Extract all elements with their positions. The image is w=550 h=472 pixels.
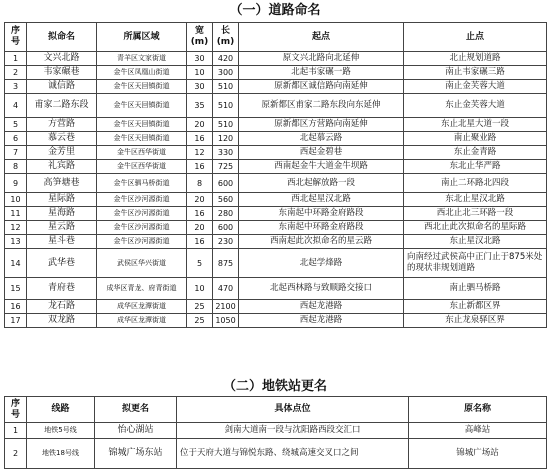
cell-width: 5 bbox=[187, 249, 213, 278]
cell-start: 东南起中环路金府路段 bbox=[239, 221, 404, 235]
table-row bbox=[5, 207, 547, 221]
cell-index: 17 bbox=[5, 314, 27, 328]
cell-length: 510 bbox=[213, 94, 239, 118]
cell-width: 12 bbox=[187, 146, 213, 160]
cell-end: 东止金芙蓉大道 bbox=[404, 94, 547, 118]
cell-index: 11 bbox=[5, 207, 27, 221]
cell-district: 金牛区驷马桥街道 bbox=[97, 174, 187, 193]
table-row bbox=[5, 314, 547, 328]
cell-district: 成华区青龙、府青街道 bbox=[97, 278, 187, 300]
cell-width: 16 bbox=[187, 160, 213, 174]
table-row bbox=[5, 300, 547, 314]
cell-index: 13 bbox=[5, 235, 27, 249]
cell-proposed-name: 双龙路 bbox=[27, 314, 97, 328]
cell-length: 300 bbox=[213, 66, 239, 80]
cell-width: 16 bbox=[187, 132, 213, 146]
table-row bbox=[5, 221, 547, 235]
cell-index: 10 bbox=[5, 193, 27, 207]
section1-title: （一）道路命名 bbox=[229, 3, 321, 18]
cell-start: 西起金碧巷 bbox=[239, 146, 404, 160]
cell-new-name: 锦城广场东站 bbox=[95, 439, 177, 469]
cell-end: 东北止华严路 bbox=[404, 160, 547, 174]
cell-proposed-name: 武华巷 bbox=[27, 249, 97, 278]
cell-width: 8 bbox=[187, 174, 213, 193]
metro-table-header bbox=[5, 397, 547, 423]
table-row bbox=[5, 132, 547, 146]
cell-proposed-name: 青府巷 bbox=[27, 278, 97, 300]
cell-index: 9 bbox=[5, 174, 27, 193]
cell-district: 成华区龙潭街道 bbox=[97, 314, 187, 328]
cell-start: 西南起此次拟命名的星云路 bbox=[239, 235, 404, 249]
cell-start: 原文兴北路向北延伸 bbox=[239, 52, 404, 66]
cell-district: 金牛区凤凰山街道 bbox=[97, 66, 187, 80]
cell-length: 510 bbox=[213, 118, 239, 132]
cell-index: 7 bbox=[5, 146, 27, 160]
cell-line: 地铁18号线 bbox=[27, 439, 95, 469]
cell-start: 原新都区诚信路向南延伸 bbox=[239, 80, 404, 94]
cell-proposed-name: 星云路 bbox=[27, 221, 97, 235]
cell-length: 470 bbox=[213, 278, 239, 300]
cell-width: 30 bbox=[187, 80, 213, 94]
cell-end: 东止星汉北路 bbox=[404, 235, 547, 249]
road-table-header bbox=[5, 23, 547, 52]
table-row bbox=[5, 160, 547, 174]
cell-end: 北止规划道路 bbox=[404, 52, 547, 66]
cell-index: 12 bbox=[5, 221, 27, 235]
cell-length: 510 bbox=[213, 80, 239, 94]
cell-start: 原新都区甫家二路东段向东延伸 bbox=[239, 94, 404, 118]
cell-end: 西北止此次拟命名的星际路 bbox=[404, 221, 547, 235]
cell-index: 2 bbox=[5, 439, 27, 469]
cell-district: 金牛区沙河源街道 bbox=[97, 193, 187, 207]
metro-renaming-table bbox=[4, 396, 547, 469]
cell-location: 剑南大道南一段与沈阳路西段交汇口 bbox=[177, 423, 409, 439]
cell-length: 2100 bbox=[213, 300, 239, 314]
cell-district: 金牛区沙河源街道 bbox=[97, 221, 187, 235]
cell-index: 15 bbox=[5, 278, 27, 300]
cell-end: 南止金芙蓉大道 bbox=[404, 80, 547, 94]
cell-proposed-name: 文兴北路 bbox=[27, 52, 97, 66]
cell-start: 西北起星汉北路 bbox=[239, 193, 404, 207]
cell-index: 3 bbox=[5, 80, 27, 94]
cell-start: 北起慕云路 bbox=[239, 132, 404, 146]
cell-end: 南止二环路北四段 bbox=[404, 174, 547, 193]
cell-proposed-name: 星际路 bbox=[27, 193, 97, 207]
cell-length: 330 bbox=[213, 146, 239, 160]
cell-width: 20 bbox=[187, 193, 213, 207]
cell-end: 东止金青路 bbox=[404, 146, 547, 160]
cell-end: 东北止星汉北路 bbox=[404, 193, 547, 207]
cell-proposed-name: 礼宾路 bbox=[27, 160, 97, 174]
cell-width: 30 bbox=[187, 52, 213, 66]
cell-length: 560 bbox=[213, 193, 239, 207]
cell-proposed-name: 方营路 bbox=[27, 118, 97, 132]
cell-start: 北起西林路与致顺路交接口 bbox=[239, 278, 404, 300]
cell-new-name: 怡心湖站 bbox=[95, 423, 177, 439]
cell-width: 20 bbox=[187, 221, 213, 235]
cell-width: 25 bbox=[187, 300, 213, 314]
cell-length: 280 bbox=[213, 207, 239, 221]
cell-district: 金牛区天回镇街道 bbox=[97, 132, 187, 146]
col-header-end: 止点 bbox=[404, 23, 547, 52]
cell-end: 向南经过武侯高中正门止于875米处的现状非规划道路 bbox=[404, 249, 547, 278]
cell-start: 西起龙港路 bbox=[239, 314, 404, 328]
cell-length: 600 bbox=[213, 221, 239, 235]
table-row bbox=[5, 118, 547, 132]
table-row bbox=[5, 249, 547, 278]
table-row bbox=[5, 66, 547, 80]
cell-width: 20 bbox=[187, 118, 213, 132]
col-header-length: 长(m) bbox=[213, 23, 239, 52]
cell-proposed-name: 金芳里 bbox=[27, 146, 97, 160]
cell-district: 金牛区天回镇街道 bbox=[97, 118, 187, 132]
cell-old-name: 锦城广场站 bbox=[409, 439, 547, 469]
cell-end: 东止新都区界 bbox=[404, 300, 547, 314]
cell-district: 金牛区天回镇街道 bbox=[97, 80, 187, 94]
col-header-index: 序号 bbox=[5, 23, 27, 52]
cell-start: 西北起解放路一段 bbox=[239, 174, 404, 193]
cell-proposed-name: 高笋塘巷 bbox=[27, 174, 97, 193]
cell-start: 北起韦家碾一路 bbox=[239, 66, 404, 80]
cell-width: 35 bbox=[187, 94, 213, 118]
road-naming-table bbox=[4, 22, 547, 328]
cell-length: 230 bbox=[213, 235, 239, 249]
cell-index: 14 bbox=[5, 249, 27, 278]
cell-length: 725 bbox=[213, 160, 239, 174]
col-header-line: 线路 bbox=[27, 397, 95, 423]
cell-start: 西起龙港路 bbox=[239, 300, 404, 314]
section2-title: （二）地铁站更名 bbox=[222, 379, 327, 394]
cell-index: 6 bbox=[5, 132, 27, 146]
cell-length: 875 bbox=[213, 249, 239, 278]
table-row bbox=[5, 423, 547, 439]
col-header-old-name: 原名称 bbox=[409, 397, 547, 423]
cell-district: 武侯区华兴街道 bbox=[97, 249, 187, 278]
cell-start: 北起学烽路 bbox=[239, 249, 404, 278]
table-row bbox=[5, 235, 547, 249]
cell-end: 东止北星大道一段 bbox=[404, 118, 547, 132]
cell-proposed-name: 星斗巷 bbox=[27, 235, 97, 249]
cell-old-name: 高峰站 bbox=[409, 423, 547, 439]
cell-index: 2 bbox=[5, 66, 27, 80]
cell-district: 成华区龙潭街道 bbox=[97, 300, 187, 314]
col-header-proposed-name: 拟命名 bbox=[27, 23, 97, 52]
cell-length: 420 bbox=[213, 52, 239, 66]
cell-proposed-name: 韦家碾巷 bbox=[27, 66, 97, 80]
cell-start: 原新都区方营路向南延伸 bbox=[239, 118, 404, 132]
col-header-width: 宽(m) bbox=[187, 23, 213, 52]
table-row bbox=[5, 174, 547, 193]
cell-length: 1050 bbox=[213, 314, 239, 328]
cell-district: 金牛区沙河源街道 bbox=[97, 235, 187, 249]
cell-width: 10 bbox=[187, 66, 213, 80]
cell-end: 东止龙泉驿区界 bbox=[404, 314, 547, 328]
table-row bbox=[5, 439, 547, 469]
col-header-district: 所属区域 bbox=[97, 23, 187, 52]
cell-index: 16 bbox=[5, 300, 27, 314]
table-row bbox=[5, 193, 547, 207]
cell-district: 金牛区沙河源街道 bbox=[97, 207, 187, 221]
cell-width: 10 bbox=[187, 278, 213, 300]
cell-width: 16 bbox=[187, 235, 213, 249]
cell-end: 南止韦家碾三路 bbox=[404, 66, 547, 80]
col-header-index: 序号 bbox=[5, 397, 27, 423]
cell-proposed-name: 甫家二路东段 bbox=[27, 94, 97, 118]
cell-proposed-name: 慕云巷 bbox=[27, 132, 97, 146]
cell-width: 25 bbox=[187, 314, 213, 328]
table-row bbox=[5, 52, 547, 66]
cell-proposed-name: 龙石路 bbox=[27, 300, 97, 314]
table-row bbox=[5, 94, 547, 118]
cell-district: 金牛区西华街道 bbox=[97, 146, 187, 160]
table-row bbox=[5, 80, 547, 94]
cell-proposed-name: 星海路 bbox=[27, 207, 97, 221]
cell-length: 120 bbox=[213, 132, 239, 146]
cell-start: 东南起中环路金府路段 bbox=[239, 207, 404, 221]
cell-district: 金牛区天回镇街道 bbox=[97, 94, 187, 118]
cell-proposed-name: 诚信路 bbox=[27, 80, 97, 94]
cell-location: 位于天府大道与锦悦东路、绕城高速交叉口之间 bbox=[177, 439, 409, 469]
cell-index: 8 bbox=[5, 160, 27, 174]
cell-index: 5 bbox=[5, 118, 27, 132]
cell-line: 地铁5号线 bbox=[27, 423, 95, 439]
cell-index: 4 bbox=[5, 94, 27, 118]
cell-index: 1 bbox=[5, 423, 27, 439]
cell-width: 16 bbox=[187, 207, 213, 221]
col-header-start: 起点 bbox=[239, 23, 404, 52]
cell-start: 西南起金牛大道金牛坝路 bbox=[239, 160, 404, 174]
col-header-location: 具体点位 bbox=[177, 397, 409, 423]
table-row bbox=[5, 146, 547, 160]
table-row bbox=[5, 278, 547, 300]
col-header-new-name: 拟更名 bbox=[95, 397, 177, 423]
cell-district: 金牛区西华街道 bbox=[97, 160, 187, 174]
cell-end: 西北止北三环路一段 bbox=[404, 207, 547, 221]
cell-length: 600 bbox=[213, 174, 239, 193]
cell-district: 青羊区文家街道 bbox=[97, 52, 187, 66]
cell-end: 南止聚业路 bbox=[404, 132, 547, 146]
cell-end: 南止驷马桥路 bbox=[404, 278, 547, 300]
cell-index: 1 bbox=[5, 52, 27, 66]
